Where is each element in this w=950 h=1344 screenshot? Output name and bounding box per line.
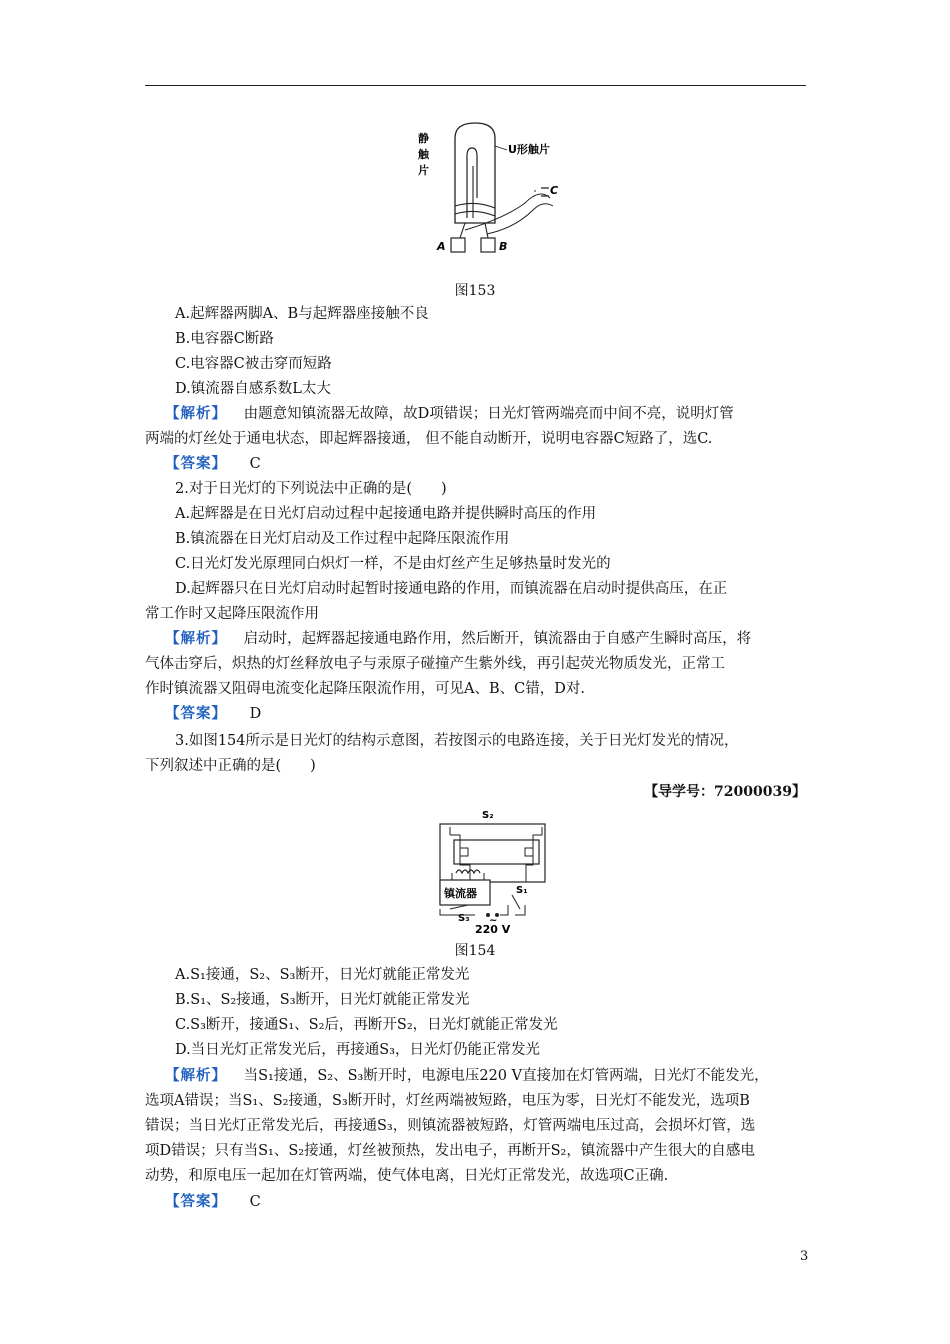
q1-option-c: C.电容器C被击穿而短路 — [175, 356, 332, 372]
q1-analysis-text2: 两端的灯丝处于通电状态，即起辉器接通， 但不能自动断开，说明电容器C短路了，选C. — [145, 431, 713, 447]
q3-option-d: D.当日光灯正常发光后，再接通S₃，日光灯仍能正常发光 — [175, 1042, 540, 1058]
q2-question: 2.对于日光灯的下列说法中正确的是( ) — [175, 481, 447, 497]
label-static-contact-1: 静 — [418, 132, 429, 145]
q3-analysis-line1 — [165, 1066, 769, 1086]
q1-option-a: A.起辉器两脚A、B与起辉器座接触不良 — [175, 306, 429, 322]
q2-analysis-line1 — [165, 629, 751, 649]
q2-analysis-text1: 启动时，起辉器起接通电路作用，然后断开，镇流器由于自感产生瞬时高压，将 — [243, 631, 752, 647]
page-number: 3 — [800, 1249, 809, 1264]
q1-answer-tag: 【答案】 — [165, 455, 227, 472]
q3-analysis-text3: 错误；当日光灯正常发光后，再接通S₃，则镇流器被短路，灯管两端电压过高，会损坏灯管，选 — [145, 1118, 756, 1134]
label-s3: S₃ — [458, 913, 470, 924]
label-static-contact-3: 片 — [418, 164, 429, 177]
q1-analysis-text1: 由题意知镇流器无故障，故D项错误；日光灯管两端亮而中间不亮，说明灯管 — [243, 406, 734, 422]
q1-option-b: B.电容器C断路 — [175, 331, 274, 347]
q3-analysis-text5: 动势，和原电压一起加在灯管两端，使气体电离，日光灯正常发光，故选项C正确. — [145, 1168, 669, 1184]
q2-answer — [165, 704, 261, 724]
label-tilde: ~ — [489, 915, 498, 926]
q2-option-c: C.日光灯发光原理同白炽灯一样，不是由灯丝产生足够热量时发光的 — [175, 556, 611, 572]
q2-analysis-tag: 【解析】 — [165, 630, 227, 647]
q3-analysis-text2: 选项A错误；当S₁、S₂接通，S₃断开时，灯丝两端被短路，电压为零，日光灯不能发光，选项B — [145, 1093, 750, 1109]
label-s2: S₂ — [482, 810, 494, 821]
q1-analysis-line1 — [165, 404, 734, 424]
q3-option-b: B.S₁、S₂接通，S₃断开，日光灯就能正常发光 — [175, 992, 470, 1008]
q2-option-d-cont: 常工作时又起降压限流作用 — [145, 606, 319, 622]
q1-answer-value: C — [249, 456, 261, 472]
figure-154-caption: 图154 — [454, 943, 496, 959]
label-static-contact-2: 触 — [418, 148, 429, 161]
q3-answer-value: C — [249, 1194, 261, 1210]
q3-question-line2: 下列叙述中正确的是( ) — [145, 758, 316, 774]
q3-analysis-tag: 【解析】 — [165, 1067, 227, 1084]
label-ballast: 镇流器 — [444, 887, 477, 900]
label-voltage: 220 V — [475, 923, 511, 936]
q2-option-a: A.起辉器是在日光灯启动过程中起接通电路并提供瞬时高压的作用 — [175, 506, 597, 522]
figure-154-circuit-diagram — [430, 805, 550, 937]
q2-option-d: D.起辉器只在日光灯启动时起暂时接通电路的作用，而镇流器在启动时提供高压，在正 — [175, 581, 728, 597]
label-c: C — [550, 184, 559, 197]
figure-153-starter-diagram — [415, 118, 595, 278]
q1-analysis-tag: 【解析】 — [165, 405, 227, 422]
q1-option-d: D.镇流器自感系数L太大 — [175, 381, 331, 397]
q2-answer-value: D — [249, 706, 262, 722]
q3-option-c: C.S₃断开，接通S₁、S₂后，再断开S₂，日光灯就能正常发光 — [175, 1017, 558, 1033]
header-rule — [145, 85, 806, 86]
q3-question-line1: 3.如图154所示是日光灯的结构示意图，若按图示的电路连接，关于日光灯发光的情况， — [175, 733, 739, 749]
q3-guide-number: 【导学号：72000039】 — [644, 784, 806, 800]
q1-answer — [165, 454, 261, 474]
q3-answer-tag: 【答案】 — [165, 1193, 227, 1210]
q2-analysis-text2: 气体击穿后，炽热的灯丝释放电子与汞原子碰撞产生紫外线，再引起荧光物质发光，正常工 — [145, 656, 725, 672]
label-a: A — [437, 240, 446, 253]
label-u-contact: U形触片 — [508, 143, 550, 156]
q3-option-a: A.S₁接通，S₂、S₃断开，日光灯就能正常发光 — [175, 967, 470, 983]
q2-answer-tag: 【答案】 — [165, 705, 227, 722]
label-b: B — [499, 240, 508, 253]
q2-option-b: B.镇流器在日光灯启动及工作过程中起降压限流作用 — [175, 531, 510, 547]
q2-analysis-text3: 作时镇流器又阻碍电流变化起降压限流作用，可见A、B、C错，D对. — [145, 681, 585, 697]
label-s1: S₁ — [516, 885, 528, 896]
q3-answer — [165, 1192, 261, 1212]
q3-analysis-text4: 项D错误；只有当S₁、S₂接通，灯丝被预热，发出电子，再断开S₂，镇流器中产生很大的自感电 — [145, 1143, 755, 1159]
q3-analysis-text1: 当S₁接通，S₂、S₃断开时，电源电压220 V直接加在灯管两端，日光灯不能发光， — [243, 1068, 769, 1084]
figure-153-caption: 图153 — [454, 283, 496, 299]
